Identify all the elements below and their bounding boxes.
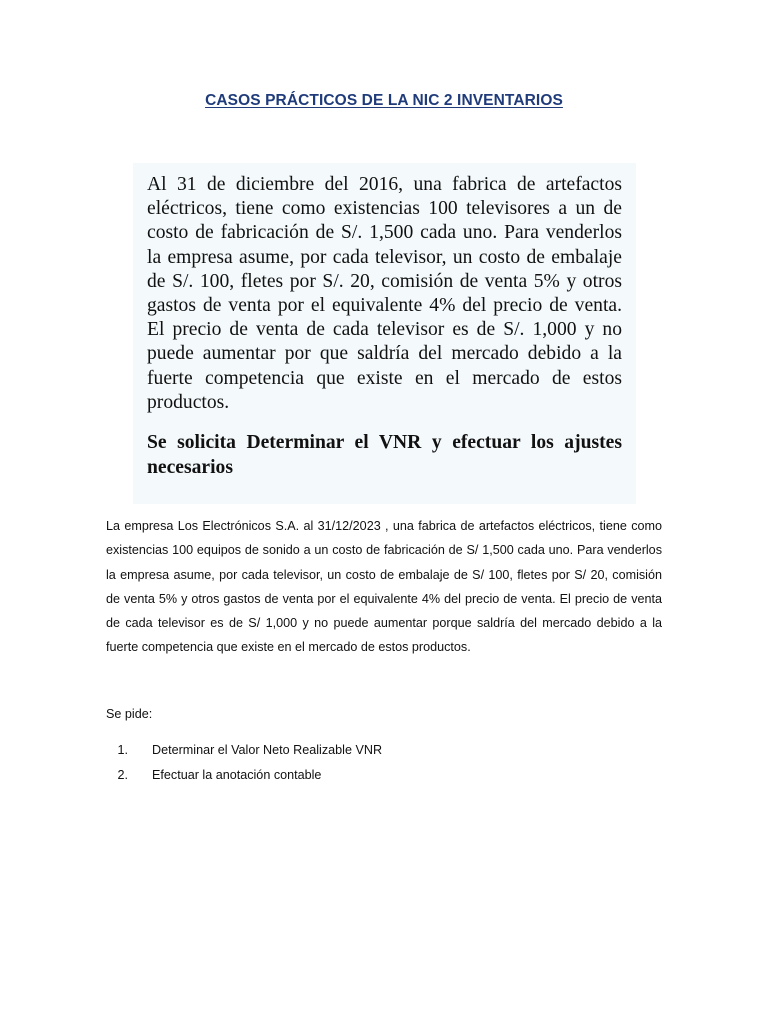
task-item xyxy=(106,738,382,763)
scanned-excerpt-request: Se solicita Determinar el VNR y efectuar los ajustes necesarios xyxy=(147,432,622,479)
se-pide-label: Se pide: xyxy=(106,707,153,721)
task-item xyxy=(106,763,382,788)
task-text: Determinar el Valor Neto Realizable VNR xyxy=(152,743,383,757)
task-text: Efectuar la anotación contable xyxy=(152,767,322,782)
task-number: 2. xyxy=(117,767,128,782)
scanned-excerpt-image xyxy=(133,163,636,504)
page-title: CASOS PRÁCTICOS DE LA NIC 2 INVENTARIOS xyxy=(205,92,563,109)
scanned-excerpt-paragraph: Al 31 de diciembre del 2016, una fabrica de artefactos eléctricos, tiene como existencias 100 televisores a un de costo de fabricación de S/. 1,500 cada uno. Para venderlos la empresa asume, por cada televisor, un costo de embalaje de S/. 100, fletes por S/. 20, comisión de venta 5% y otros gastos de venta por el equivalente 4% del precio de venta. El precio de venta de cada televisor es de S/. 1,000 y no puede aumentar por que saldría del mercado debido a la fuerte competencia que existe en el mercado de estos productos. xyxy=(147,174,622,413)
task-list xyxy=(106,738,382,787)
task-number: 1. xyxy=(117,743,128,757)
body-paragraph: La empresa Los Electrónicos S.A. al 31/12/2023 , una fabrica de artefactos eléctricos, tiene como existencias 100 equipos de sonido a un costo de fabricación de S/ 1,500 cada uno. Para venderlos la empresa asume, por cada televisor, un costo de embalaje de S/ 100, fletes por S/ 20, comisión de venta 5% y otros gastos de venta por el equivalente 4% del precio de venta. El precio de venta de cada televisor es de S/ 1,000 y no puede aumentar porque saldría del mercado debido a la fuerte competencia que existe en el mercado de estos productos. xyxy=(106,519,662,655)
